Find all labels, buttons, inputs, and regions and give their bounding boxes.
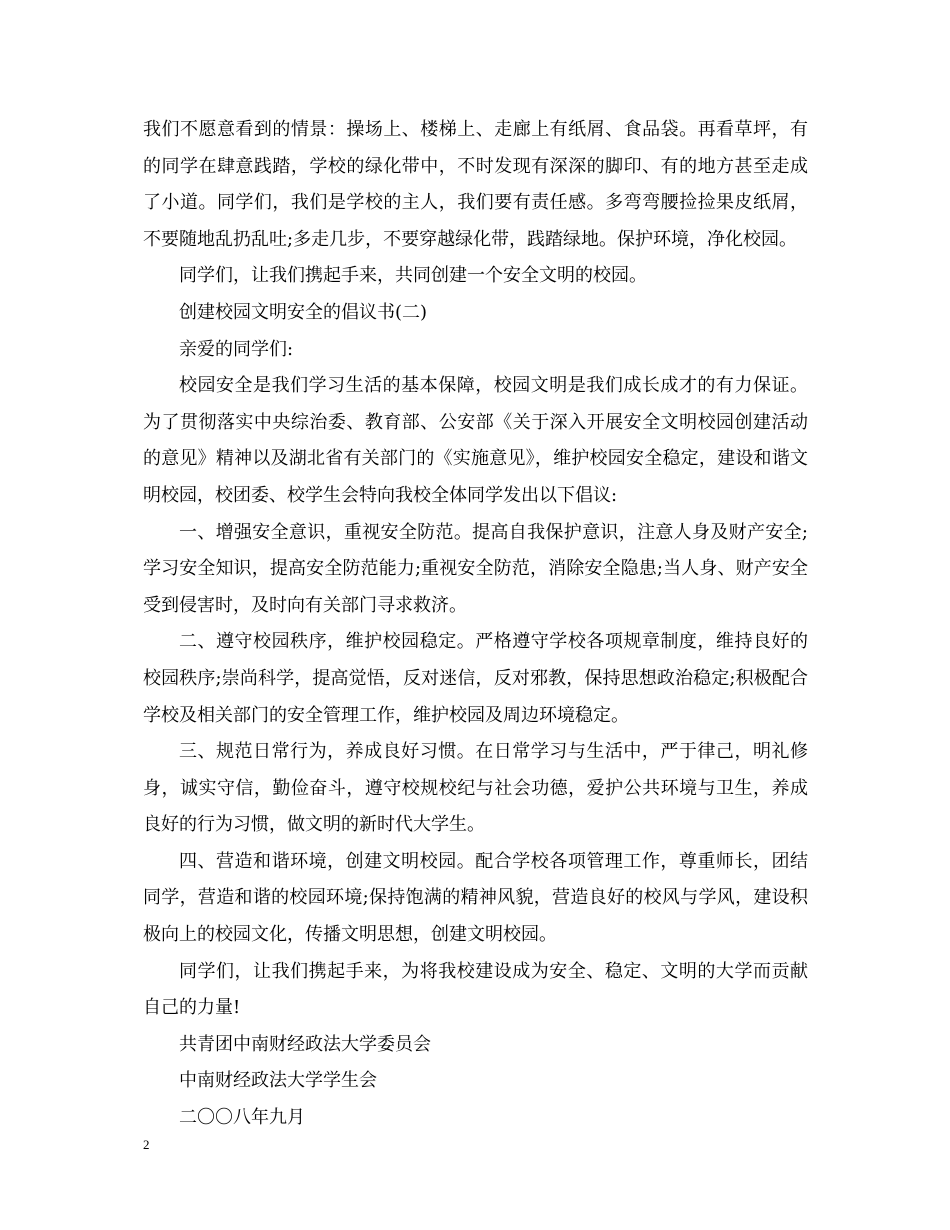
paragraph: 四、营造和谐环境，创建文明校园。配合学校各项管理工作，尊重师长，团结同学，营造和谐的校园环境;保持饱满的精神风貌，营造良好的校风与学风，建设积极向上的校园文化，传播文明思想，创建文明校园。 [143,850,808,946]
signature-date: 二〇〇八年九月 [179,1107,305,1129]
paragraph: 校园安全是我们学习生活的基本保障，校园文明是我们成长成才的有力保证。为了贯彻落实中央综治委、教育部、公安部《关于深入开展安全文明校园创建活动的意见》精神以及湖北省有关部门的《实施意见》，维护校园安全稳定，建设和谐文明校园，校团委、校学生会特向我校全体同学发出以下倡议: [143,375,808,506]
paragraph: 三、规范日常行为，养成良好习惯。在日常学习与生活中，严于律己，明礼修身，诚实守信，勤俭奋斗，遵守校规校纪与社会功德，爱护公共环境与卫生，养成良好的行为习惯，做文明的新时代大学生。 [143,741,808,836]
paragraph: 同学们，让我们携起手来，共同创建一个安全文明的校园。 [179,265,647,287]
paragraph: 二、遵守校园秩序，维护校园稳定。严格遵守学校各项规章制度，维持良好的校园秩序;崇尚科学，提高觉悟，反对迷信，反对邪教，保持思想政治稳定;积极配合学校及相关部门的安全管理工作，维护校园及周边环境稳定。 [143,631,808,726]
page-number: 2 [143,1137,150,1152]
closing-paragraph: 同学们，让我们携起手来，为将我校建设成为安全、稳定、文明的大学而贡献自己的力量! [143,960,808,1019]
paragraph: 我们不愿意看到的情景：操场上、楼梯上、走廊上有纸屑、食品袋。再看草坪，有的同学在肆意践踏，学校的绿化带中，不时发现有深深的脚印、有的地方甚至走成了小道。同学们，我们是学校的主人，我们要有责任感。多弯弯腰捡捡果皮纸屑，不要随地乱扔乱吐;多走几步，不要穿越绿化带，践踏绿地。保护环境，净化校园。 [143,119,808,250]
document-body [143,112,808,1137]
signature-organization: 中南财经政法大学学生会 [179,1070,377,1092]
signature-organization: 共青团中南财经政法大学委员会 [179,1033,431,1055]
salutation: 亲爱的同学们: [179,338,294,360]
section-heading: 创建校园文明安全的倡议书(二) [179,301,428,323]
paragraph: 一、增强安全意识，重视安全防范。提高自我保护意识，注意人身及财产安全;学习安全知识，提高安全防范能力;重视安全防范，消除安全隐患;当人身、财产安全受到侵害时，及时向有关部门寻求救济。 [143,521,808,616]
